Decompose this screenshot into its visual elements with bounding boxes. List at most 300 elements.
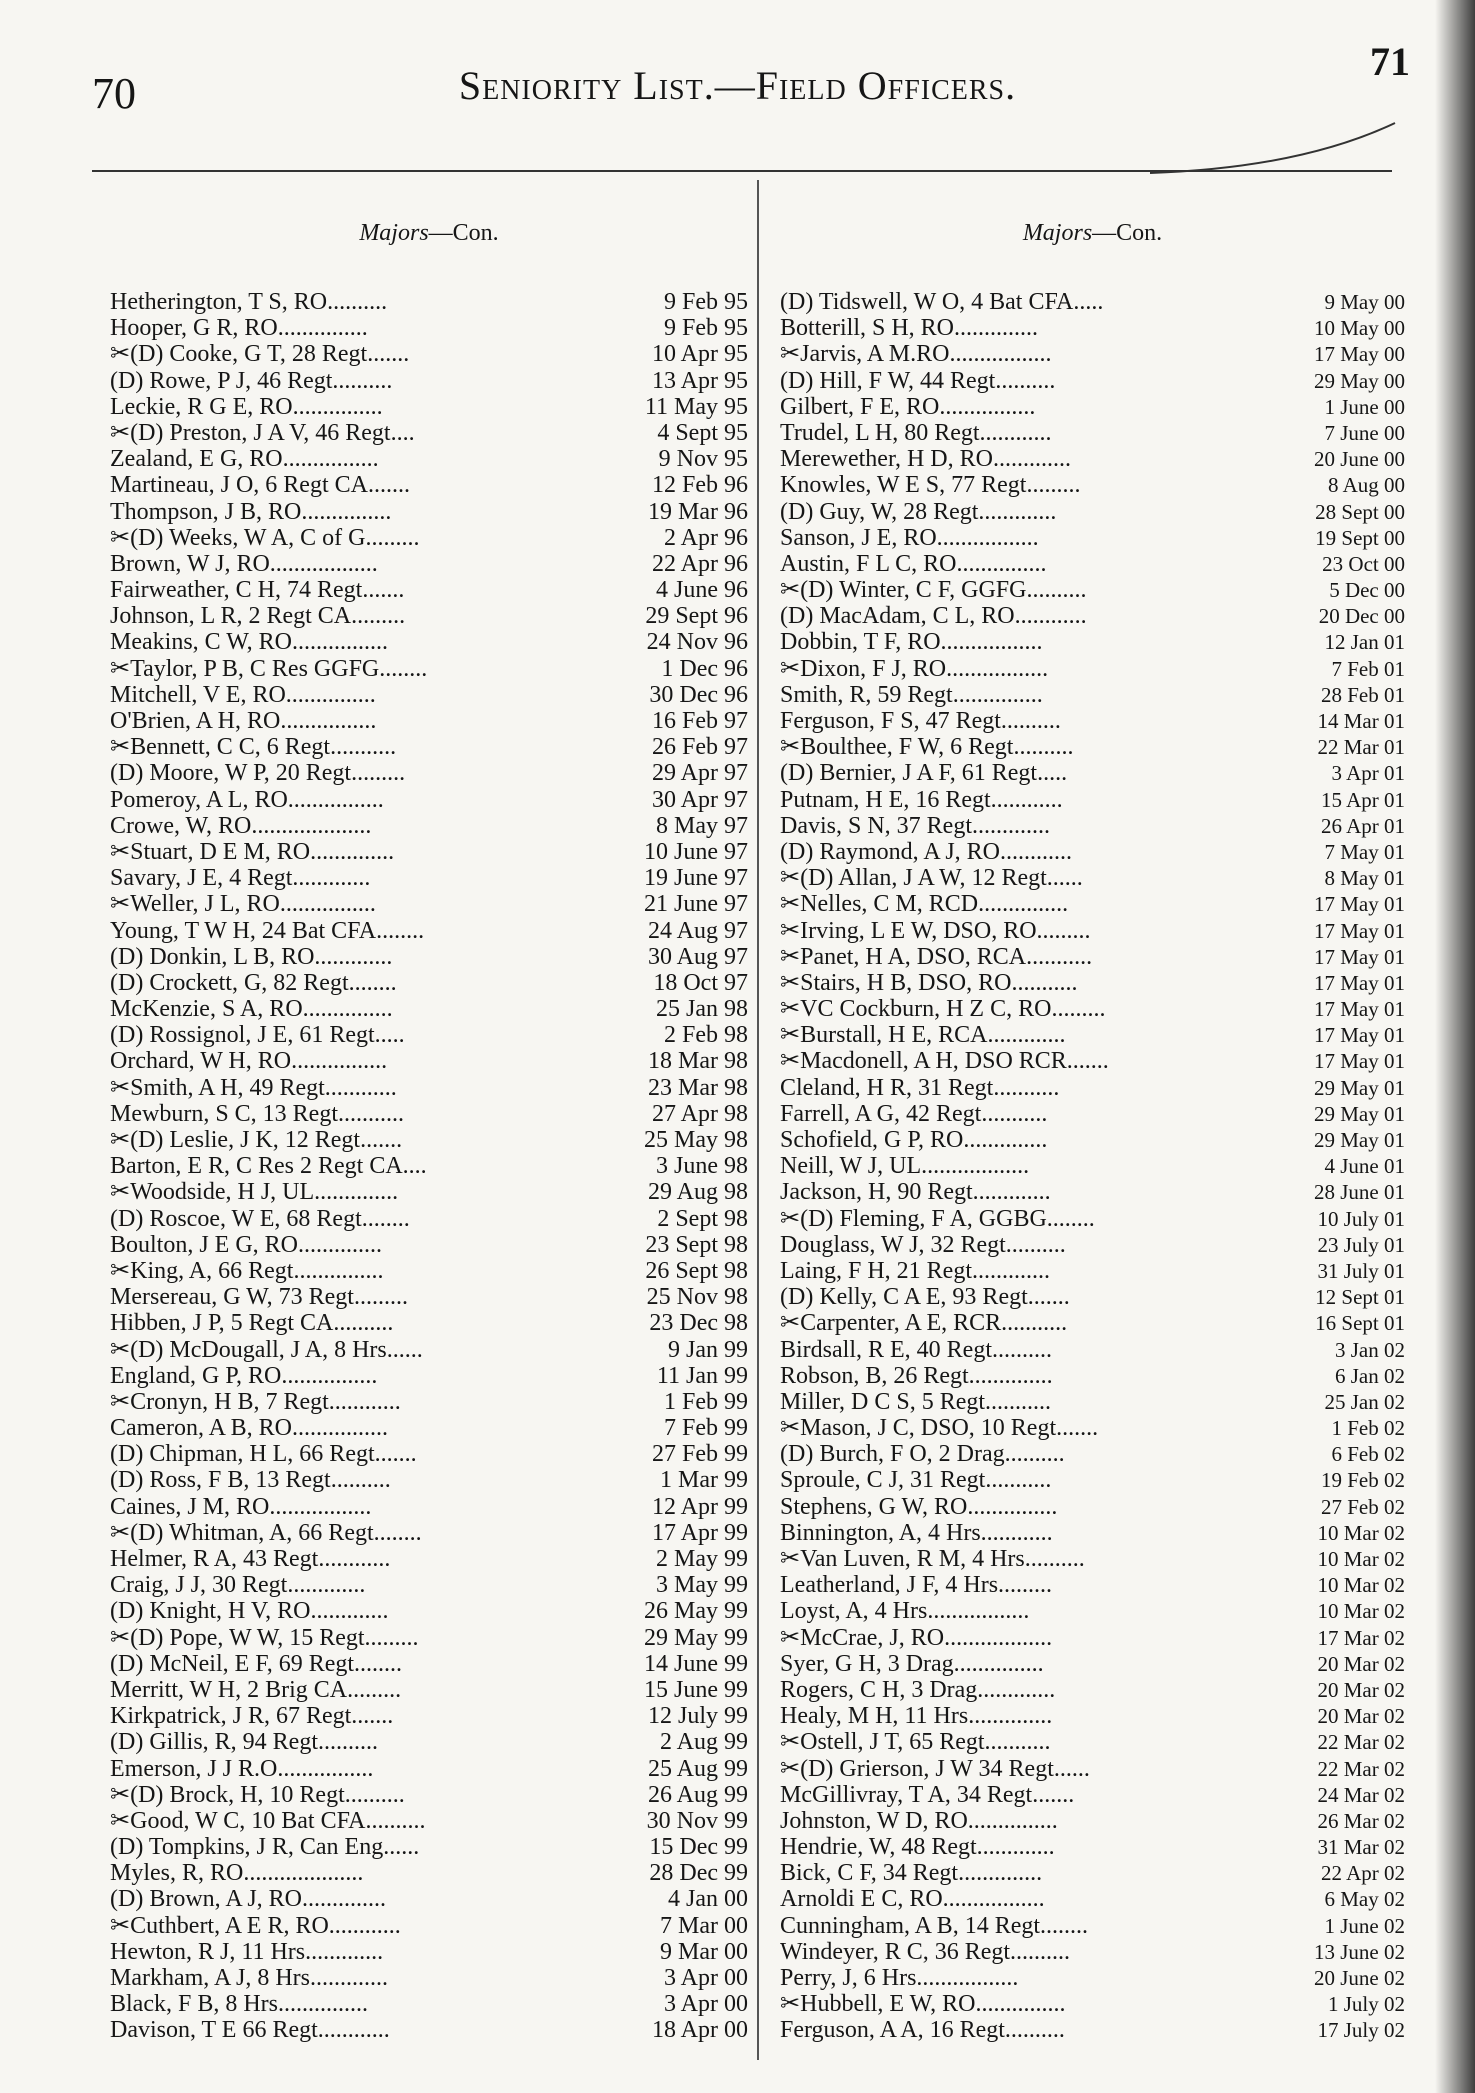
officer-entry (110, 891, 748, 917)
seniority-date: 25 Aug 99 (647, 1755, 748, 1782)
officer-name: Schofield, G P, RO.............. (780, 1127, 1048, 1153)
officer-entry (780, 1756, 1405, 1782)
column-divider (757, 180, 759, 2060)
officer-name: Robson, B, 26 Regt.............. (780, 1362, 1053, 1389)
seniority-date: 6 May 02 (1324, 1887, 1405, 1912)
officer-name: Crowe, W, RO.................... (110, 812, 372, 839)
seniority-date: 28 Feb 01 (1321, 682, 1405, 707)
officer-entry (780, 1153, 1405, 1179)
seniority-date: 15 Dec 99 (649, 1834, 748, 1861)
seniority-date: 17 May 01 (1314, 1023, 1405, 1048)
officer-name: Botterill, S H, RO.............. (780, 315, 1039, 342)
seniority-date: 1 June 02 (1324, 1913, 1405, 1938)
seniority-date: 26 May 99 (644, 1598, 748, 1625)
seniority-date: 1 Feb 99 (664, 1388, 748, 1415)
seniority-date: 26 Feb 97 (652, 734, 748, 761)
officer-name: Bick, C F, 34 Regt.............. (780, 1860, 1043, 1887)
seniority-date: 1 June 00 (1324, 394, 1405, 419)
officer-name: (D) Tidswell, W O, 4 Bat CFA..... (780, 289, 1104, 315)
seniority-date: 20 Mar 02 (1317, 1651, 1405, 1676)
seniority-date: 28 Dec 99 (649, 1860, 748, 1887)
seniority-date: 19 Feb 02 (1321, 1468, 1405, 1493)
seniority-date: 17 May 00 (1314, 342, 1405, 367)
seniority-date: 18 Oct 97 (653, 969, 748, 996)
left-column (110, 220, 748, 2044)
officer-entry (780, 394, 1405, 420)
seniority-date: 4 Jan 00 (668, 1886, 748, 1913)
seniority-date: 22 Apr 96 (652, 550, 748, 577)
officer-entry (780, 1022, 1405, 1048)
seniority-date: 10 Mar 02 (1317, 1599, 1405, 1624)
seniority-date: 7 Feb 01 (1331, 656, 1405, 681)
officer-name: Syer, G H, 3 Drag............... (780, 1650, 1044, 1677)
officer-name: (D) Kelly, C A E, 93 Regt....... (780, 1284, 1070, 1311)
officer-name: (D) Bernier, J A F, 61 Regt..... (780, 760, 1068, 787)
seniority-date: 12 Jan 01 (1324, 630, 1405, 655)
officer-entry (780, 1206, 1405, 1232)
seniority-date: 19 Mar 96 (648, 498, 748, 525)
officer-entry (780, 1546, 1405, 1572)
officer-entry (780, 525, 1405, 551)
seniority-date: 26 Apr 01 (1321, 813, 1405, 838)
seniority-date: 29 May 00 (1314, 368, 1405, 393)
seniority-date: 20 Mar 02 (1317, 1704, 1405, 1729)
seniority-date: 21 June 97 (644, 891, 748, 918)
officer-name: Kirkpatrick, J R, 67 Regt....... (110, 1703, 394, 1730)
officer-entry (780, 1048, 1405, 1074)
officer-name: Davison, T E 66 Regt............ (110, 2017, 390, 2044)
officer-name: Neill, W J, UL.................. (780, 1153, 1030, 1180)
seniority-date: 11 Jan 99 (656, 1362, 748, 1389)
officer-entry (780, 1886, 1405, 1912)
officer-name: ✂(D) Fleming, F A, GGBG........ (780, 1205, 1095, 1232)
seniority-date: 17 July 02 (1317, 2018, 1405, 2043)
seniority-date: 31 July 01 (1317, 1258, 1405, 1283)
officer-entry (110, 1337, 748, 1363)
officer-entry (110, 1939, 748, 1965)
seniority-date: 5 Dec 00 (1329, 578, 1405, 603)
officer-name: ✂(D) Leslie, J K, 12 Regt....... (110, 1127, 403, 1153)
officer-entry (780, 1232, 1405, 1258)
officer-name: Cameron, A B, RO................ (110, 1415, 389, 1442)
seniority-date: 26 Aug 99 (647, 1781, 748, 1808)
seniority-date: 2 Aug 99 (659, 1729, 748, 1756)
officer-entry (110, 1913, 748, 1939)
officer-entry (780, 996, 1405, 1022)
seniority-date: 22 Mar 02 (1317, 1730, 1405, 1755)
officer-entry (110, 839, 748, 865)
officer-name: Orchard, W H, RO................ (110, 1048, 388, 1075)
officer-name: Hetherington, T S, RO.......... (110, 289, 388, 315)
seniority-date: 17 May 01 (1314, 997, 1405, 1022)
officer-name: ✂Macdonell, A H, DSO RCR....... (780, 1048, 1109, 1075)
officer-name: (D) Knight, H V, RO............. (110, 1598, 389, 1625)
officer-name: ✂(D) Winter, C F, GGFG.......... (780, 577, 1087, 604)
officer-entry (780, 629, 1405, 655)
officer-entry (780, 1991, 1405, 2017)
seniority-date: 27 Feb 02 (1321, 1494, 1405, 1519)
officer-entry (110, 1991, 748, 2017)
seniority-date: 7 May 01 (1324, 839, 1405, 864)
officer-name: Pomeroy, A L, RO................ (110, 786, 384, 813)
officer-name: (D) Brown, A J, RO.............. (110, 1886, 387, 1913)
officer-entry (780, 1703, 1405, 1729)
seniority-date: 17 Mar 02 (1317, 1625, 1405, 1650)
right-column (780, 220, 1405, 2044)
officer-name: Ferguson, A A, 16 Regt.......... (780, 2017, 1065, 2044)
officer-entry (780, 734, 1405, 760)
seniority-date: 28 June 01 (1314, 1180, 1405, 1205)
officer-entry (780, 341, 1405, 367)
left-column-heading (110, 220, 748, 247)
officer-name: ✂Stairs, H B, DSO, RO........... (780, 969, 1078, 996)
seniority-date: 28 Sept 00 (1315, 499, 1405, 524)
officer-name: Dobbin, T F, RO................. (780, 629, 1043, 656)
officer-entry (110, 1258, 748, 1284)
right-entry-list (780, 289, 1405, 2044)
officer-name: Gilbert, F E, RO................ (780, 393, 1036, 420)
officer-entry (780, 839, 1405, 865)
officer-entry (110, 787, 748, 813)
seniority-date: 10 Mar 02 (1317, 1573, 1405, 1598)
officer-entry (780, 970, 1405, 996)
officer-name: (D) Guy, W, 28 Regt............. (780, 498, 1057, 525)
officer-name: ✂(D) Allan, J A W, 12 Regt...... (780, 865, 1083, 892)
seniority-date: 8 Aug 00 (1327, 473, 1405, 498)
officer-entry (110, 918, 748, 944)
seniority-date: 9 Mar 00 (660, 1938, 748, 1965)
seniority-date: 29 Aug 98 (647, 1179, 748, 1206)
officer-name: Meakins, C W, RO................ (110, 629, 389, 656)
officer-name: Zealand, E G, RO................ (110, 446, 379, 473)
officer-entry (780, 1625, 1405, 1651)
officer-name: Healy, M H, 11 Hrs.............. (780, 1703, 1053, 1730)
seniority-date: 23 Mar 98 (648, 1074, 748, 1101)
officer-name: (D) Chipman, H L, 66 Regt....... (110, 1441, 417, 1468)
seniority-date: 8 May 01 (1324, 866, 1405, 891)
seniority-date: 19 June 97 (644, 865, 748, 892)
officer-name: Sanson, J E, RO................. (780, 524, 1039, 551)
seniority-date: 6 Feb 02 (1331, 1442, 1405, 1467)
officer-name: (D) Roscoe, W E, 68 Regt........ (110, 1205, 410, 1232)
officer-entry (780, 1258, 1405, 1284)
seniority-date: 9 Feb 95 (664, 315, 748, 342)
officer-entry (780, 918, 1405, 944)
officer-entry (780, 944, 1405, 970)
officer-name: (D) Burch, F O, 2 Drag.......... (780, 1441, 1065, 1468)
seniority-date: 20 Dec 00 (1318, 604, 1405, 629)
seniority-date: 31 Mar 02 (1317, 1835, 1405, 1860)
seniority-date: 10 Apr 95 (652, 341, 748, 368)
officer-name: Sproule, C J, 31 Regt........... (780, 1467, 1052, 1494)
seniority-date: 1 July 02 (1327, 1992, 1405, 2017)
seniority-date: 29 May 99 (644, 1624, 748, 1651)
officer-name: Black, F B, 8 Hrs............... (110, 1991, 368, 2018)
seniority-date: 4 June 96 (656, 577, 748, 604)
seniority-date: 26 Mar 02 (1317, 1808, 1405, 1833)
officer-entry (110, 2017, 748, 2043)
officer-name: Caines, J M, RO................. (110, 1493, 372, 1520)
officer-name: ✂Bennett, C C, 6 Regt........... (110, 734, 397, 761)
officer-entry (110, 1310, 748, 1336)
officer-name: Leckie, R G E, RO............... (110, 393, 383, 420)
officer-entry (110, 1127, 748, 1153)
officer-entry (110, 577, 748, 603)
officer-name: ✂(D) Whitman, A, 66 Regt........ (110, 1519, 422, 1546)
officer-entry (110, 996, 748, 1022)
officer-entry (780, 1310, 1405, 1336)
officer-name: Hewton, R J, 11 Hrs............. (110, 1938, 384, 1965)
seniority-date: 16 Feb 97 (652, 708, 748, 734)
officer-name: (D) Gillis, R, 94 Regt.......... (110, 1729, 378, 1756)
right-page-number: 71 (1370, 39, 1410, 84)
officer-name: Savary, J E, 4 Regt............. (110, 865, 371, 892)
officer-entry (780, 813, 1405, 839)
officer-entry (780, 289, 1405, 315)
seniority-date: 23 Oct 00 (1322, 551, 1405, 576)
officer-name: (D) Raymond, A J, RO............ (780, 838, 1073, 865)
officer-entry (780, 891, 1405, 917)
officer-entry (110, 472, 748, 498)
officer-name: Craig, J J, 30 Regt............. (110, 1572, 366, 1599)
officer-entry (780, 551, 1405, 577)
officer-entry (780, 708, 1405, 734)
seniority-date: 7 June 00 (1324, 420, 1405, 445)
page-binding-shadow (1435, 0, 1475, 2093)
officer-name: Young, T W H, 24 Bat CFA........ (110, 917, 425, 944)
officer-entry (110, 1363, 748, 1389)
seniority-date: 12 Sept 01 (1315, 1285, 1405, 1310)
officer-entry (110, 970, 748, 996)
officer-name: Putnam, H E, 16 Regt............ (780, 786, 1063, 813)
officer-entry (110, 865, 748, 891)
officer-entry (780, 603, 1405, 629)
officer-entry (110, 1703, 748, 1729)
officer-entry (110, 341, 748, 367)
officer-entry (780, 865, 1405, 891)
officer-name: Emerson, J J R.O................ (110, 1755, 374, 1782)
right-heading-italic: Majors (1022, 220, 1093, 246)
seniority-date: 12 Apr 99 (652, 1493, 748, 1520)
officer-entry (110, 446, 748, 472)
seniority-date: 20 June 02 (1314, 1966, 1405, 1990)
officer-entry (110, 603, 748, 629)
seniority-date: 3 Apr 00 (664, 1965, 748, 1991)
officer-entry (780, 446, 1405, 472)
officer-entry (110, 656, 748, 682)
seniority-date: 3 Jan 02 (1335, 1337, 1405, 1362)
officer-name: (D) MacAdam, C L, RO............ (780, 603, 1087, 630)
officer-entry (780, 1860, 1405, 1886)
officer-entry (110, 1101, 748, 1127)
officer-entry (110, 1415, 748, 1441)
officer-entry (110, 629, 748, 655)
seniority-date: 24 Mar 02 (1317, 1782, 1405, 1807)
officer-name: O'Brien, A H, RO................ (110, 708, 377, 734)
seniority-date: 1 Feb 02 (1331, 1416, 1405, 1441)
officer-entry (780, 1337, 1405, 1363)
officer-entry (110, 760, 748, 786)
officer-entry (780, 1598, 1405, 1624)
officer-entry (110, 1756, 748, 1782)
seniority-date: 30 Dec 96 (649, 681, 748, 708)
officer-name: (D) Moore, W P, 20 Regt......... (110, 760, 406, 787)
officer-name: ✂(D) McDougall, J A, 8 Hrs...... (110, 1336, 423, 1363)
officer-entry (780, 1415, 1405, 1441)
officer-name: Douglass, W J, 32 Regt.......... (780, 1231, 1066, 1258)
officer-name: Miller, D C S, 5 Regt........... (780, 1388, 1052, 1415)
officer-entry (780, 1965, 1405, 1991)
officer-name: ✂(D) Weeks, W A, C of G......... (110, 524, 420, 551)
officer-entry (780, 368, 1405, 394)
officer-name: Myles, R, RO.................... (110, 1860, 364, 1887)
officer-name: Fairweather, C H, 74 Regt....... (110, 577, 405, 604)
seniority-date: 30 Apr 97 (652, 786, 748, 813)
officer-name: Trudel, L H, 80 Regt............ (780, 419, 1052, 446)
officer-name: Ferguson, F S, 47 Regt.......... (780, 708, 1061, 734)
seniority-date: 25 May 98 (644, 1127, 748, 1153)
officer-entry (110, 551, 748, 577)
officer-name: Mitchell, V E, RO............... (110, 681, 376, 708)
officer-entry (110, 944, 748, 970)
officer-entry (110, 315, 748, 341)
seniority-date: 9 Feb 95 (664, 289, 748, 315)
officer-name: Thompson, J B, RO............... (110, 498, 392, 525)
officer-name: ✂Burstall, H E, RCA............. (780, 1022, 1066, 1049)
officer-entry (110, 1153, 748, 1179)
seniority-date: 25 Nov 98 (646, 1284, 748, 1311)
officer-entry (110, 289, 748, 315)
officer-entry (780, 472, 1405, 498)
officer-entry (110, 1467, 748, 1493)
officer-name: ✂Hubbell, E W, RO............... (780, 1991, 1066, 2018)
officer-entry (110, 1520, 748, 1546)
seniority-date: 20 June 00 (1314, 447, 1405, 472)
header-rule (92, 170, 1392, 172)
officer-name: ✂Smith, A H, 49 Regt............ (110, 1074, 397, 1101)
officer-entry (780, 760, 1405, 786)
page-title: Seniority List.—Field Officers. (458, 63, 1017, 108)
right-heading-rest: —Con. (1092, 220, 1163, 246)
seniority-date: 19 Sept 00 (1315, 525, 1405, 550)
seniority-date: 3 Apr 00 (664, 1991, 748, 2018)
officer-name: Binnington, A, 4 Hrs............ (780, 1519, 1053, 1546)
officer-name: ✂McCrae, J, RO.................. (780, 1624, 1053, 1651)
seniority-date: 11 May 95 (644, 393, 748, 420)
officer-entry (780, 1441, 1405, 1467)
officer-entry (780, 1179, 1405, 1205)
seniority-date: 15 Apr 01 (1321, 787, 1405, 812)
officer-name: Johnson, L R, 2 Regt CA......... (110, 603, 406, 630)
officer-name: ✂Van Luven, R M, 4 Hrs.......... (780, 1546, 1085, 1572)
seniority-date: 10 June 97 (644, 838, 748, 865)
officer-entry (110, 734, 748, 760)
officer-name: ✂Mason, J C, DSO, 10 Regt....... (780, 1415, 1099, 1442)
seniority-date: 30 Nov 99 (646, 1807, 748, 1834)
seniority-date: 29 May 01 (1314, 1101, 1405, 1126)
officer-name: Stephens, G W, RO............... (780, 1493, 1058, 1520)
seniority-date: 3 May 99 (656, 1572, 748, 1599)
officer-name: Mewburn, S C, 13 Regt........... (110, 1100, 404, 1127)
seniority-date: 9 May 00 (1324, 290, 1405, 314)
officer-name: Mersereau, G W, 73 Regt......... (110, 1284, 408, 1311)
seniority-date: 10 Mar 02 (1317, 1547, 1405, 1571)
seniority-date: 17 May 01 (1314, 892, 1405, 917)
officer-name: ✂Dixon, F J, RO................. (780, 655, 1049, 682)
officer-name: Austin, F L C, RO............... (780, 550, 1047, 577)
seniority-date: 16 Sept 01 (1315, 1311, 1405, 1336)
seniority-date: 24 Aug 97 (647, 917, 748, 944)
officer-entry (780, 499, 1405, 525)
officer-entry (110, 1834, 748, 1860)
officer-name: Arnoldi E C, RO................. (780, 1886, 1045, 1913)
officer-entry (780, 1284, 1405, 1310)
seniority-date: 22 Apr 02 (1321, 1861, 1405, 1886)
header-rule-curve (1150, 118, 1400, 178)
seniority-date: 7 Feb 99 (664, 1415, 748, 1442)
officer-name: England, G P, RO................ (110, 1362, 378, 1389)
officer-name: ✂(D) Brock, H, 10 Regt.......... (110, 1781, 405, 1808)
officer-entry (780, 1389, 1405, 1415)
seniority-date: 25 Jan 98 (656, 996, 748, 1023)
seniority-date: 9 Jan 99 (668, 1336, 748, 1363)
seniority-date: 13 June 02 (1314, 1939, 1405, 1964)
seniority-date: 26 Sept 98 (645, 1257, 748, 1284)
officer-entry (110, 1886, 748, 1912)
officer-entry (110, 499, 748, 525)
officer-name: Markham, A J, 8 Hrs............. (110, 1965, 388, 1991)
officer-name: Brown, W J, RO.................. (110, 550, 378, 577)
seniority-date: 22 Mar 01 (1317, 735, 1405, 760)
seniority-date: 12 Feb 96 (652, 472, 748, 499)
officer-name: Loyst, A, 4 Hrs................. (780, 1598, 1030, 1625)
seniority-date: 30 Aug 97 (647, 943, 748, 970)
officer-entry (780, 1808, 1405, 1834)
seniority-date: 17 May 01 (1314, 918, 1405, 943)
officer-entry (110, 708, 748, 734)
officer-name: Hendrie, W, 48 Regt............. (780, 1834, 1055, 1861)
officer-entry (110, 1651, 748, 1677)
seniority-date: 29 May 01 (1314, 1075, 1405, 1100)
seniority-date: 22 Mar 02 (1317, 1756, 1405, 1781)
seniority-date: 3 June 98 (656, 1153, 748, 1180)
officer-name: Helmer, R A, 43 Regt............ (110, 1546, 391, 1572)
officer-name: Perry, J, 6 Hrs................. (780, 1965, 1019, 1991)
officer-name: (D) Donkin, L B, RO............. (110, 943, 393, 970)
officer-entry (780, 1913, 1405, 1939)
officer-entry (780, 682, 1405, 708)
officer-name: ✂VC Cockburn, H Z C, RO......... (780, 996, 1106, 1023)
officer-entry (780, 1729, 1405, 1755)
seniority-date: 14 Mar 01 (1317, 709, 1405, 733)
officer-entry (110, 1677, 748, 1703)
seniority-date: 10 Mar 02 (1317, 1520, 1405, 1545)
officer-entry (110, 368, 748, 394)
officer-name: Farrell, A G, 42 Regt........... (780, 1100, 1048, 1127)
seniority-date: 7 Mar 00 (660, 1912, 748, 1939)
officer-name: (D) Rowe, P J, 46 Regt.......... (110, 367, 393, 394)
seniority-date: 10 May 00 (1314, 316, 1405, 341)
officer-name: ✂Nelles, C M, RCD............... (780, 891, 1069, 918)
seniority-date: 17 May 01 (1314, 970, 1405, 995)
officer-entry (780, 315, 1405, 341)
officer-name: Rogers, C H, 3 Drag............. (780, 1676, 1056, 1703)
officer-entry (780, 1834, 1405, 1860)
seniority-date: 15 June 99 (644, 1676, 748, 1703)
officer-name: Davis, S N, 37 Regt............. (780, 812, 1050, 839)
officer-name: Laing, F H, 21 Regt............. (780, 1257, 1050, 1284)
officer-entry (110, 1860, 748, 1886)
